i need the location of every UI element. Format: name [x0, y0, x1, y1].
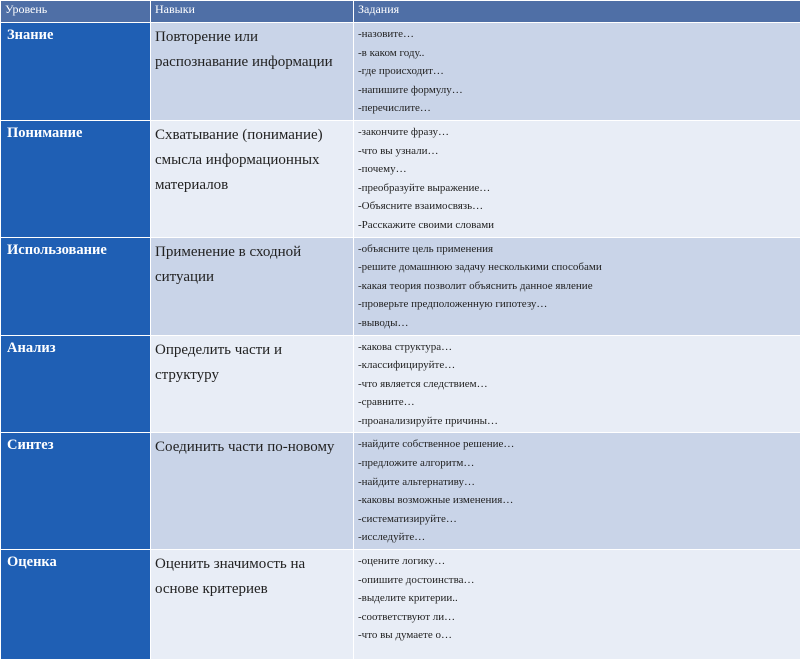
header-skills: Навыки [151, 1, 354, 23]
task-item: -найдите альтернативу… [358, 473, 796, 492]
table-row [1, 433, 800, 550]
task-item: -что вы думаете о… [358, 626, 796, 645]
task-item: -закончите фразу… [358, 123, 796, 142]
header-tasks: Задания [354, 1, 800, 23]
level-cell: Анализ [1, 335, 151, 433]
level-cell: Знание [1, 23, 151, 121]
table-row [1, 335, 800, 433]
task-item: -опишите достоинства… [358, 571, 796, 590]
tasks-cell [354, 120, 800, 237]
tasks-cell [354, 237, 800, 335]
task-item: -где происходит… [358, 62, 796, 81]
task-item: -что является следствием… [358, 375, 796, 394]
tasks-cell [354, 23, 800, 121]
level-cell: Оценка [1, 550, 151, 660]
skill-cell: Определить части и структуру [151, 335, 354, 433]
task-item: -назовите… [358, 25, 796, 44]
task-item: -какова структура… [358, 338, 796, 357]
task-item: -в каком году.. [358, 44, 796, 63]
task-item: -сравните… [358, 393, 796, 412]
task-item: -Расскажите своими словами [358, 216, 796, 235]
task-item: -соответствуют ли… [358, 608, 796, 627]
task-item: -исследуйте… [358, 528, 796, 547]
header-row [1, 1, 800, 23]
task-item: -Объясните взаимосвязь… [358, 197, 796, 216]
skill-cell: Оценить значимость на основе критериев [151, 550, 354, 660]
tasks-cell [354, 335, 800, 433]
task-item: -почему… [358, 160, 796, 179]
task-item: -систематизируйте… [358, 510, 796, 529]
level-cell: Синтез [1, 433, 151, 550]
table-row [1, 237, 800, 335]
tasks-cell [354, 550, 800, 660]
task-item: -найдите собственное решение… [358, 435, 796, 454]
task-item: -перечислите… [358, 99, 796, 118]
task-item: -какая теория позволит объяснить данное явление [358, 277, 796, 296]
task-item: -выводы… [358, 314, 796, 333]
table-row [1, 120, 800, 237]
skill-cell: Повторение или распознавание информации [151, 23, 354, 121]
task-item: -объясните цель применения [358, 240, 796, 259]
task-item: -что вы узнали… [358, 142, 796, 161]
task-item: -предложите алгоритм… [358, 454, 796, 473]
task-item: -напишите формулу… [358, 81, 796, 100]
task-item: -преобразуйте выражение… [358, 179, 796, 198]
task-item: -каковы возможные изменения… [358, 491, 796, 510]
task-item: -классифицируйте… [358, 356, 796, 375]
task-item: -оцените логику… [358, 552, 796, 571]
skill-cell: Соединить части по-новому [151, 433, 354, 550]
task-item: -выделите критерии.. [358, 589, 796, 608]
header-level: Уровень [1, 1, 151, 23]
skill-cell: Схватывание (понимание) смысла информационных материалов [151, 120, 354, 237]
task-item: -решите домашнюю задачу несколькими способами [358, 258, 796, 277]
skill-cell: Применение в сходной ситуации [151, 237, 354, 335]
level-cell: Использование [1, 237, 151, 335]
tasks-cell [354, 433, 800, 550]
level-cell: Понимание [1, 120, 151, 237]
task-item: -проанализируйте причины… [358, 412, 796, 431]
table-row [1, 23, 800, 121]
table-row [1, 550, 800, 660]
task-item: -проверьте предположенную гипотезу… [358, 295, 796, 314]
